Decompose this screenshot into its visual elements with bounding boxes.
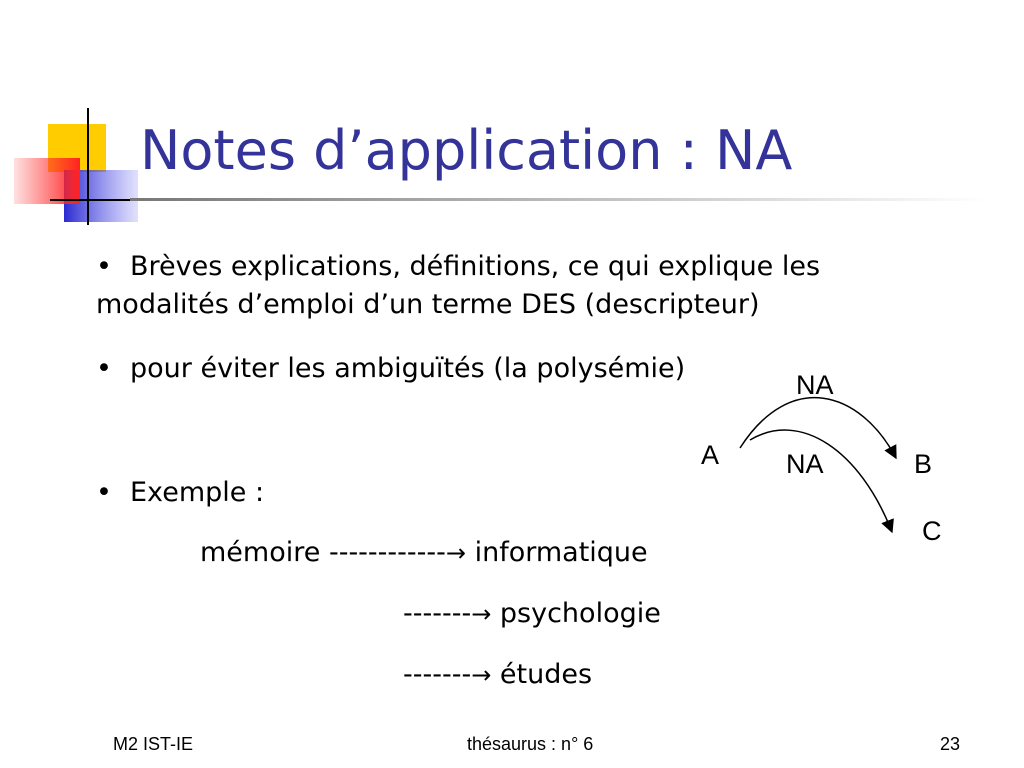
diagram-arrows [720, 380, 920, 540]
bullet-marker: • [96, 353, 112, 384]
diagram-label-na-top: NA [796, 370, 834, 400]
diagram-node-c: C [922, 516, 942, 546]
bullet-3 [96, 476, 264, 511]
slide-title: Notes d’application : NA [140, 119, 793, 182]
example-target-3: études [499, 659, 593, 690]
bullet-2-text: pour éviter les ambiguïtés (la polysémie) [130, 353, 686, 384]
bullet-2 [96, 352, 685, 387]
footer-left: M2 IST-IE [113, 734, 194, 754]
diagram-node-b: B [914, 449, 933, 479]
example-dashes-short: ------- [403, 659, 472, 690]
example-term: mémoire [200, 537, 321, 568]
footer-center: thésaurus : n° 6 [467, 734, 594, 754]
diagram-node-a: A [701, 440, 720, 470]
example-target-2: psychologie [499, 598, 661, 629]
diagram-label-na-mid: NA [786, 449, 824, 479]
arrow-a-to-b [740, 398, 896, 458]
example-line-2 [403, 597, 661, 632]
example-line-1 [200, 536, 648, 571]
arrow-icon: → [445, 539, 466, 567]
arrow-icon: → [471, 661, 492, 689]
bullet-3-text: Exemple : [130, 477, 265, 508]
logo-red-square [14, 158, 80, 204]
bullet-1-continuation: modalités d’emploi d’un terme DES (descripteur) [96, 289, 760, 320]
slide-logo-decoration [0, 100, 150, 230]
example-target-1: informatique [474, 537, 648, 568]
bullet-1 [96, 250, 820, 285]
arrow-icon: → [471, 600, 492, 628]
arrow-a-to-c [750, 430, 892, 532]
bullet-1-line-1: Brèves explications, définitions, ce qui explique les [130, 251, 821, 282]
title-underline [130, 196, 990, 204]
example-dashes-short: ------- [403, 598, 472, 629]
bullet-marker: • [96, 477, 112, 508]
footer-page-number: 23 [940, 734, 961, 754]
bullet-marker: • [96, 251, 112, 282]
example-dashes-long: ------------ [328, 537, 446, 568]
example-line-3 [403, 658, 592, 693]
